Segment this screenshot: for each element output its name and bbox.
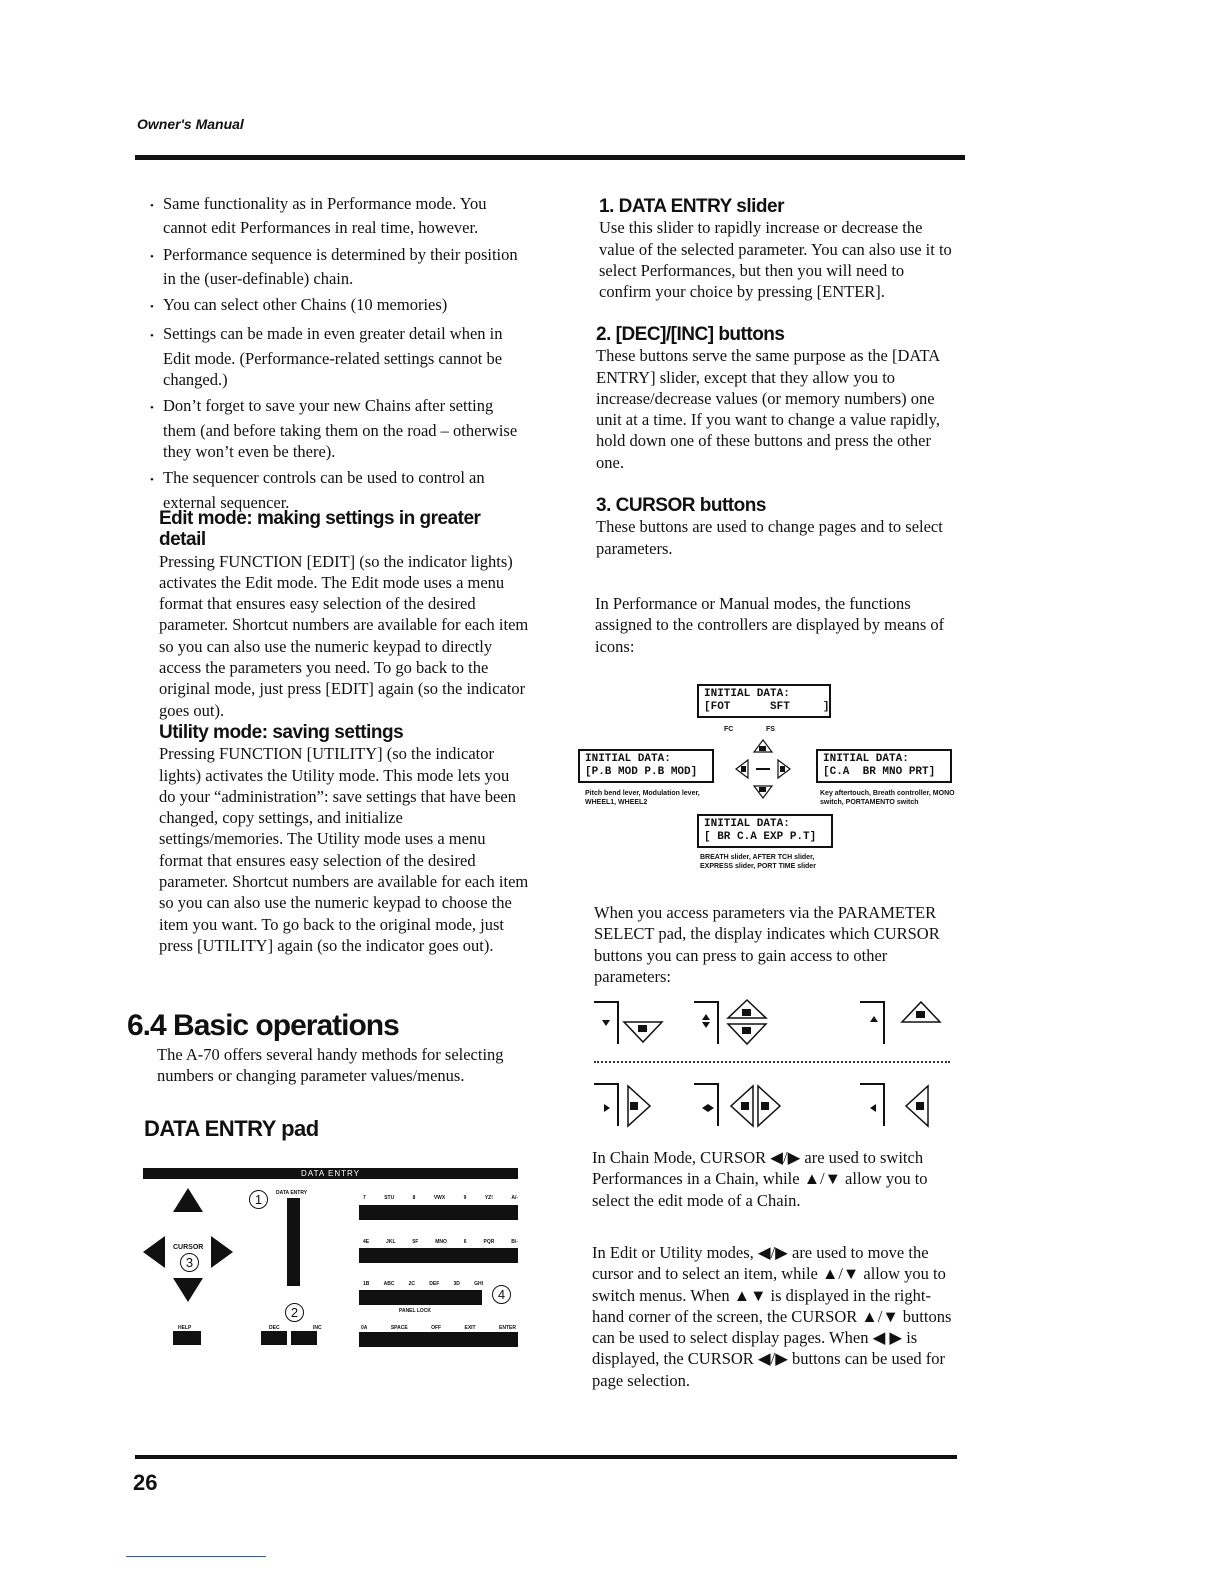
dec-inc-section — [596, 324, 956, 473]
key-label: YZ! — [484, 1195, 493, 1201]
lcd-left — [578, 749, 714, 783]
key-label: 0A — [361, 1325, 368, 1331]
icons-text: In Performance or Manual modes, the functions assigned to the controllers are displayed by means of icons: — [595, 594, 945, 656]
callout-1: 1 — [249, 1190, 268, 1209]
cursor-section — [596, 495, 956, 559]
key-label: 1B — [363, 1281, 370, 1287]
lcd-line: [ BR C.A EXP P.T] — [704, 831, 817, 843]
chain-mode-text: In Chain Mode, CURSOR ◀/▶ are used to switch Performances in a Chain, while ▲/▼ allow you to select the edit mode of a Chain. — [592, 1148, 928, 1210]
cursor-label: CURSOR — [173, 1244, 204, 1251]
key-label: 9 — [463, 1195, 467, 1201]
dec-label: DEC — [269, 1325, 280, 1331]
callout-4: 4 — [492, 1285, 511, 1304]
footer-link-line — [126, 1556, 266, 1557]
pad-heading: DATA ENTRY pad — [144, 1116, 319, 1141]
lcd-caption: BREATH slider, AFTER TCH slider, EXPRESS slider, PORT TIME slider — [700, 854, 816, 870]
bullet-item: • Performance sequence is determined by their position in the (user-definable) chain. — [146, 244, 528, 290]
key-label: ENTER — [499, 1325, 516, 1331]
key-label: OFF — [431, 1325, 442, 1331]
utility-mode-text: Pressing FUNCTION [UTILITY] (so the indicator lights) activates the Utility mode. This mode lets you do your “administration”: save settings that have been changed, copy settings, and initialize settings/memories. The Utility mode uses a menu format that ensures easy selection of the desired parameter. Shortcut numbers are available for each item so you can also use the numeric keypad to choose the item you want. To go back to the original mode, just press [UTILITY] again (so the indicator goes out). — [159, 744, 529, 955]
edit-mode-heading: Edit mode: making settings in greater detail — [159, 508, 481, 551]
key-label: 7 — [363, 1195, 366, 1201]
key-label: SPACE — [390, 1325, 408, 1331]
dec-inc-text: These buttons serve the same purpose as the [DATA ENTRY] slider, except that they allow you to increase/decrease values (or memory numbers) one unit at a time. If you want to change a value rapidly, hold down one of these buttons and press the other one. — [596, 346, 940, 472]
inc-button[interactable] — [291, 1331, 317, 1345]
left-right-indicator-icon — [694, 1084, 780, 1126]
key-label: A/- — [511, 1195, 518, 1201]
edit-mode-text: Pressing FUNCTION [EDIT] (so the indicator lights) activates the Edit mode. The Edit mode uses a menu format that ensures easy selection of the desired parameter. Shortcut numbers are available for each item so you can also use the numeric keypad to directly access the parameters you need. To go back to the original mode, just press [EDIT] again (so the indicator goes out). — [159, 551, 529, 720]
down-indicator-icon — [594, 1002, 662, 1044]
left-indicator-icon — [860, 1084, 928, 1126]
lcd-line: INITIAL DATA: — [823, 753, 909, 765]
key-label: B/- — [511, 1239, 518, 1245]
lcd-line: INITIAL DATA: — [585, 753, 671, 765]
cursor-indicators-row-1 — [590, 996, 960, 1056]
key-label: STU — [384, 1195, 395, 1201]
cursor-heading: 3. CURSOR buttons — [596, 495, 766, 516]
lcd-top — [697, 684, 831, 718]
slider-heading: 1. DATA ENTRY slider — [599, 196, 784, 217]
key-label: EXIT — [464, 1325, 476, 1331]
lcd-caption: FS — [766, 726, 775, 733]
section-intro: The A-70 offers several handy methods for selecting numbers or changing parameter values/menus. — [157, 1045, 504, 1086]
footer-rule — [135, 1455, 957, 1459]
cursor-down-icon — [173, 1278, 203, 1302]
key-label: 2C — [408, 1281, 416, 1287]
bullet-item: • Settings can be made in even greater detail when in Edit mode. (Performance-related settings cannot be changed.) — [146, 323, 528, 390]
help-button[interactable] — [173, 1331, 201, 1345]
dec-button[interactable] — [261, 1331, 287, 1345]
lcd-line: [C.A BR MNO PRT] — [823, 766, 936, 778]
keypad-row-4[interactable] — [359, 1332, 518, 1347]
bullet-item: • Don’t forget to save your new Chains after setting them (and before taking them on the road – otherwise they won’t even be there). — [146, 395, 528, 462]
data-entry-slider[interactable] — [287, 1198, 300, 1286]
header-rule — [135, 155, 965, 160]
utility-mode-section — [159, 722, 529, 956]
cursor-left-icon — [143, 1236, 165, 1268]
cursor-up-icon — [173, 1188, 203, 1212]
slider-section — [599, 196, 959, 302]
key-label: 6 — [463, 1239, 467, 1245]
up-indicator-icon — [860, 1002, 940, 1044]
key-label: MNO — [435, 1239, 447, 1245]
lcd-line: INITIAL DATA: — [704, 818, 790, 830]
up-down-indicator-icon — [694, 1000, 766, 1044]
key-label: DEF — [429, 1281, 440, 1287]
lcd-caption: FC — [724, 726, 734, 733]
keypad-row-1[interactable] — [359, 1205, 518, 1220]
keypad-row-4-labels — [361, 1325, 516, 1331]
lcd-bottom — [697, 814, 833, 848]
lcd-caption: Key aftertouch, Breath controller, MONO switch, PORTAMENTO switch — [820, 790, 955, 806]
edit-utility-text: In Edit or Utility modes, ◀/▶ are used to move the cursor and to select an item, while ▲/▼ allow you to switch menus. When ▲▼ is displayed in the right-hand corner of the screen, the CURSOR ▲/▼ buttons can be used to select display pages. When ◀ ▶ is displayed, the CURSOR ◀/▶ buttons can be used for page selection. — [592, 1243, 952, 1390]
bullet-item: • You can select other Chains (10 memories) — [146, 294, 528, 318]
cursor-indicators-row-2 — [590, 1078, 960, 1138]
help-label: HELP — [178, 1325, 192, 1331]
keypad-row-3[interactable] — [359, 1290, 482, 1305]
lcd-right — [816, 749, 952, 783]
bullet-item: • Same functionality as in Performance mode. You cannot edit Performances in real time, however. — [146, 193, 528, 239]
slider-text: Use this slider to rapidly increase or decrease the value of the selected parameter. You can also use it to select Performances, but then you will need to confirm your choice by pressing [ENTER]. — [599, 218, 952, 302]
key-label: 5F — [412, 1239, 419, 1245]
panel-lock-label: PANEL LOCK — [399, 1308, 432, 1314]
keypad-row-2-labels — [363, 1239, 518, 1245]
lcd-line: INITIAL DATA: — [704, 688, 790, 700]
keypad-row-3-labels — [363, 1281, 483, 1287]
right-indicator-icon — [594, 1084, 650, 1126]
key-label: 3D — [453, 1281, 460, 1287]
param-text: When you access parameters via the PARAMETER SELECT pad, the display indicates which CURSOR buttons you can press to gain access to other parameters: — [594, 903, 940, 986]
page-number: 26 — [133, 1470, 158, 1495]
panel-title-bar: DATA ENTRY — [143, 1168, 518, 1179]
data-entry-panel — [143, 1168, 518, 1353]
key-label: 4E — [363, 1239, 370, 1245]
utility-mode-heading: Utility mode: saving settings — [159, 722, 404, 743]
left-column — [146, 193, 528, 518]
key-label: VWX — [433, 1195, 446, 1201]
lcd-line: [P.B MOD P.B MOD] — [585, 766, 698, 778]
key-label: ABC — [383, 1281, 395, 1287]
cursor-right-icon — [211, 1236, 233, 1268]
section-title: 6.4 Basic operations — [127, 1009, 399, 1042]
controller-icon-cluster — [732, 738, 794, 800]
key-label: 8 — [412, 1195, 416, 1201]
inc-label: INC — [313, 1325, 322, 1331]
key-label: PQR — [483, 1239, 495, 1245]
callout-2: 2 — [285, 1303, 304, 1322]
slider-label: DATA ENTRY — [276, 1190, 308, 1196]
key-label: GHI — [474, 1281, 483, 1287]
running-header: Owner's Manual — [137, 116, 244, 132]
edit-mode-section — [159, 508, 529, 721]
dec-inc-heading: 2. [DEC]/[INC] buttons — [596, 324, 785, 345]
keypad-row-2[interactable] — [359, 1248, 518, 1263]
lcd-line: [FOT SFT ] — [704, 701, 830, 713]
lcd-caption: Pitch bend lever, Modulation lever, WHEEL1, WHEEL2 — [585, 790, 700, 806]
key-label: JKL — [386, 1239, 396, 1245]
dotted-separator — [594, 1061, 950, 1063]
callout-3: 3 — [180, 1253, 199, 1272]
cursor-text: These buttons are used to change pages and to select parameters. — [596, 517, 943, 558]
keypad-row-1-labels — [363, 1195, 518, 1201]
bullet-item: • The sequencer controls can be used to control an external sequencer. — [146, 467, 528, 513]
